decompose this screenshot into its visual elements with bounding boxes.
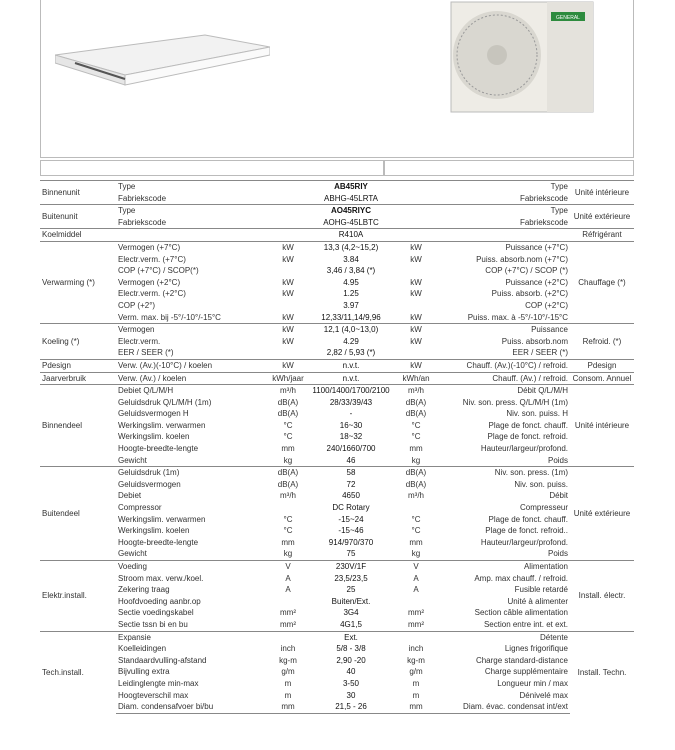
param-label-fr: Unité à alimenter (507, 596, 568, 606)
param-label-nl: Electr.verm. (+2°C) (118, 289, 186, 299)
spec-row (40, 666, 634, 678)
unit-fr: A (413, 585, 419, 595)
param-label-nl: EER / SEER (*) (118, 348, 174, 358)
param-label-nl: Verw. (Av.)(-10°C) / koelen (116, 359, 268, 372)
group-label: Tech.install. (40, 631, 116, 713)
param-label-fr: Plage de fonct. refroid.. (485, 526, 568, 536)
unit-fr: kg (411, 549, 421, 559)
param-label-fr: Puissance (438, 324, 570, 336)
spec-row (40, 561, 634, 573)
unit-nl (268, 300, 308, 312)
spec-row (40, 229, 634, 242)
param-label-fr: Poids (547, 455, 568, 465)
spec-value: 2,82 / 5,93 (*) (326, 348, 376, 358)
spec-value: 4.29 (343, 336, 359, 346)
spec-row (40, 408, 634, 420)
header-blank-right (384, 160, 634, 176)
spec-row (40, 324, 634, 336)
unit-nl: °C (283, 420, 293, 430)
spec-value: 4G1,5 (340, 619, 362, 629)
param-label-fr: Charge standard-distance (475, 655, 568, 665)
unit-fr (394, 300, 438, 312)
spec-value: 914/970/370 (328, 537, 374, 547)
spec-row (40, 420, 634, 432)
spec-value: 30 (346, 690, 356, 700)
group-label: Jaarverbruik (40, 372, 116, 385)
unit-nl: kW (282, 312, 294, 322)
param-label-fr: Chauff. (Av.)(-10°C) / refroid. (438, 359, 570, 372)
unit-nl: m (284, 678, 292, 688)
spec-value: AB45RIY (308, 181, 394, 193)
param-label-nl: Sectie tssn bi en bu (118, 619, 188, 629)
unit-fr: m (412, 690, 420, 700)
group-label: Pdesign (40, 359, 116, 372)
spec-row (40, 701, 634, 713)
spec-row (40, 254, 634, 266)
spec-value: 5/8 - 3/8 (336, 644, 366, 654)
spec-value: 46 (346, 455, 356, 465)
unit-fr: kW (410, 277, 422, 287)
spec-row (40, 431, 634, 443)
group-label-fr: Install. électr. (570, 561, 634, 632)
spec-row (40, 690, 634, 702)
unit-nl (268, 631, 308, 643)
spec-value: 3.97 (343, 300, 359, 310)
unit-nl: kW (282, 336, 294, 346)
param-label-nl: Vermogen (116, 324, 268, 336)
param-label-nl: Geluidsdruk (1m) (116, 467, 268, 479)
unit-nl: g/m (281, 667, 295, 677)
param-label-fr: Plage de fonct. refroid. (487, 432, 568, 442)
group-label: Verwarming (*) (40, 241, 116, 323)
unit-fr: °C (411, 514, 421, 524)
param-label-fr: Niv. son. press. Q/L/M/H (1m) (462, 397, 568, 407)
spec-row (40, 596, 634, 608)
unit-nl: kW (282, 277, 294, 287)
spec-row (40, 631, 634, 643)
param-label-fr: COP (+2°C) (525, 300, 568, 310)
spec-value: 18~32 (339, 432, 363, 442)
unit-nl: dB(A) (277, 409, 299, 419)
param-label-fr: Détente (438, 631, 570, 643)
param-label-nl: Geluidsvermogen H (118, 409, 189, 419)
spec-row (40, 548, 634, 560)
param-label-nl: Compressor (118, 503, 162, 513)
param-label-nl: Expansie (116, 631, 268, 643)
spec-row (40, 455, 634, 467)
param-label-nl: Debiet Q/L/M/H (116, 385, 268, 397)
spec-value: 1.25 (343, 289, 359, 299)
spec-value: Ext. (308, 631, 394, 643)
unit-fr (394, 265, 438, 277)
param-label-fr: COP (+7°C) / SCOP (*) (485, 266, 568, 276)
param-label-nl: Werkingslim. koelen (118, 432, 190, 442)
unit-fr: kW (410, 289, 422, 299)
spec-value: 3-50 (342, 678, 359, 688)
param-label-nl: Diam. condensafvoer bi/bu (116, 701, 268, 713)
spec-value: 2,90 -20 (336, 655, 366, 665)
param-label-nl: Type (116, 181, 268, 193)
unit-fr (394, 193, 438, 205)
param-label-fr: Alimentation (438, 561, 570, 573)
unit-fr: mm (394, 701, 438, 713)
unit-fr: dB(A) (405, 479, 427, 489)
unit-fr (394, 229, 438, 242)
spec-row (40, 385, 634, 397)
unit-nl: mm (281, 537, 295, 547)
param-label-fr: Type (438, 205, 570, 217)
param-label-fr: Chauff. (Av.) / refroid. (438, 372, 570, 385)
param-label-nl: Hoogte-breedte-lengte (118, 537, 199, 547)
spec-row (40, 643, 634, 655)
unit-fr: V (394, 561, 438, 573)
unit-fr: kW (394, 359, 438, 372)
group-label-fr: Chauffage (*) (570, 241, 634, 323)
param-label-fr: Type (438, 181, 570, 193)
spec-value: AO45RIYC (308, 205, 394, 217)
unit-nl: kW (268, 359, 308, 372)
unit-nl: kg (283, 549, 293, 559)
spec-value: 72 (346, 479, 356, 489)
param-label-nl: Debiet (118, 491, 142, 501)
spec-value: 3G4 (343, 608, 359, 618)
param-label-fr: Dénivelé max (519, 690, 568, 700)
spec-row (40, 359, 634, 372)
unit-fr (394, 205, 438, 217)
param-label-fr: Section câble alimentation (474, 608, 568, 618)
spec-value: 75 (346, 549, 356, 559)
group-label-fr: Réfrigérant (570, 229, 634, 242)
param-label-fr: Puiss. absorb. (+2°C) (491, 289, 568, 299)
spec-value: 25 (346, 585, 356, 595)
spec-row (40, 514, 634, 526)
param-label-fr: Plage de fonct. chauff. (488, 514, 568, 524)
spec-value: 58 (308, 467, 394, 479)
unit-fr: dB(A) (394, 467, 438, 479)
unit-fr: dB(A) (405, 397, 427, 407)
param-label-nl (116, 229, 268, 242)
unit-fr: dB(A) (405, 409, 427, 419)
group-label-fr: Pdesign (570, 359, 634, 372)
header-blank-left (40, 160, 384, 176)
param-label-nl: Gewicht (118, 549, 147, 559)
param-label-nl: Electr.verm. (+7°C) (118, 254, 186, 264)
param-label-fr (438, 229, 570, 242)
param-label-fr: Hauteur/largeur/profond. (480, 444, 568, 454)
unit-nl: A (285, 573, 291, 583)
spec-row (40, 655, 634, 667)
group-label: Binnendeel (40, 385, 116, 467)
spec-value: 12,1 (4,0~13,0) (308, 324, 394, 336)
param-label-nl: Electr.verm. (118, 336, 161, 346)
spec-row (40, 347, 634, 359)
param-label-fr: Débit Q/L/M/H (438, 385, 570, 397)
unit-nl: kW (268, 324, 308, 336)
param-label-nl: Verw. (Av.) / koelen (116, 372, 268, 385)
spec-table (40, 180, 634, 714)
param-label-nl: Koelleidingen (118, 644, 167, 654)
unit-nl: m³/h (268, 385, 308, 397)
unit-fr (394, 631, 438, 643)
spec-value: 4650 (342, 491, 360, 501)
unit-nl (268, 193, 308, 205)
param-label-nl: Werkingslim. verwarmen (118, 420, 206, 430)
param-label-nl: Hoofdvoeding aanbr.op (118, 596, 201, 606)
unit-nl: mm² (280, 608, 296, 618)
param-label-nl: Sectie voedingskabel (118, 608, 194, 618)
spec-row (40, 288, 634, 300)
param-label-nl: COP (+2°) (118, 300, 156, 310)
spec-row (40, 479, 634, 491)
spec-value: n.v.t. (308, 372, 394, 385)
spec-row (40, 397, 634, 409)
unit-fr: m (412, 678, 420, 688)
unit-fr: kW (410, 254, 422, 264)
unit-nl: kW (268, 241, 308, 253)
group-label-fr: Install. Techn. (570, 631, 634, 713)
param-label-fr: Longueur min / max (497, 678, 568, 688)
param-label-fr: EER / SEER (*) (512, 348, 568, 358)
param-label-fr: Fabriekscode (519, 193, 568, 203)
unit-fr (394, 347, 438, 359)
param-label-nl: Werkingslim. koelen (118, 526, 190, 536)
param-label-fr: Lignes frigorifique (504, 644, 568, 654)
param-label-nl: Hoogte-breedte-lengte (118, 444, 199, 454)
spec-row (40, 181, 634, 193)
unit-nl: °C (283, 526, 293, 536)
param-label-fr: Niv. son. press. (1m) (438, 467, 570, 479)
spec-value: -15~24 (338, 514, 364, 524)
param-label-fr: Puissance (+7°C) (438, 241, 570, 253)
unit-fr: kW (394, 324, 438, 336)
param-label-fr: Niv. son. puiss. H (506, 409, 568, 419)
param-label-fr: Diam. évac. condensat int/ext (438, 701, 570, 713)
unit-fr: kWh/an (394, 372, 438, 385)
group-label: Koeling (*) (40, 324, 116, 360)
unit-nl: kWh/jaar (268, 372, 308, 385)
spec-value: 1100/1400/1700/2100 (308, 385, 394, 397)
group-label: Buitendeel (40, 467, 116, 561)
group-label-fr: Unité extérieure (570, 467, 634, 561)
unit-nl: dB(A) (277, 397, 299, 407)
brand-badge: GENERAL (556, 15, 580, 21)
unit-nl (268, 596, 308, 608)
indoor-unit-image (55, 33, 270, 93)
unit-nl: kg (283, 455, 293, 465)
unit-fr: mm (409, 444, 423, 454)
spec-value: 3.84 (343, 254, 359, 264)
param-label-nl: Voeding (116, 561, 268, 573)
unit-fr: kW (410, 336, 422, 346)
param-label-nl: Vermogen (+2°C) (118, 277, 181, 287)
group-label: Buitenunit (40, 205, 116, 229)
param-label-nl: Gewicht (118, 455, 147, 465)
param-label-fr: Poids (547, 549, 568, 559)
unit-nl (268, 347, 308, 359)
spec-row (40, 193, 634, 205)
unit-nl (268, 265, 308, 277)
spec-row (40, 607, 634, 619)
param-label-nl: Werkingslim. verwarmen (118, 514, 206, 524)
param-label-fr: Plage de fonct. chauff. (488, 420, 568, 430)
spec-row (40, 241, 634, 253)
unit-nl: mm² (280, 619, 296, 629)
unit-fr (394, 181, 438, 193)
spec-value: 13,3 (4,2~15,2) (308, 241, 394, 253)
param-label-fr: Puiss. max. à -5°/-10°/-15°C (467, 312, 568, 322)
spec-value: 12,33/11,14/9,96 (321, 312, 381, 322)
spec-row (40, 443, 634, 455)
param-label-fr: Fusible retardé (514, 585, 568, 595)
unit-nl: dB(A) (277, 479, 299, 489)
unit-nl (268, 181, 308, 193)
unit-fr: °C (411, 432, 421, 442)
unit-fr: kg (411, 455, 421, 465)
param-label-nl: Vermogen (+7°C) (116, 241, 268, 253)
unit-nl: m³/h (280, 491, 296, 501)
unit-fr: g/m (409, 667, 423, 677)
spec-value: Buiten/Ext. (331, 596, 371, 606)
param-label-fr: Compresseur (519, 503, 568, 513)
spec-row (40, 584, 634, 596)
param-label-nl: Fabriekscode (118, 217, 167, 227)
spec-row (40, 372, 634, 385)
param-label-nl: Zekering traag (118, 585, 170, 595)
spec-value: 28/33/39/43 (329, 397, 373, 407)
unit-fr: mm (409, 537, 423, 547)
spec-row (40, 217, 634, 229)
param-label-fr: Niv. son. puiss. (514, 479, 568, 489)
unit-fr: m³/h (394, 385, 438, 397)
param-label-nl: Bijvulling extra (118, 667, 170, 677)
spec-row (40, 502, 634, 514)
param-label-nl: Standaardvulling-afstand (118, 655, 207, 665)
param-label-nl: Fabriekscode (118, 193, 167, 203)
spec-value: - (349, 409, 353, 419)
unit-fr: °C (411, 526, 421, 536)
param-label-nl: Geluidsvermogen (118, 479, 181, 489)
unit-nl: °C (283, 432, 293, 442)
param-label-fr: Section entre int. et ext. (483, 619, 568, 629)
spec-row (40, 678, 634, 690)
param-label-fr: Puiss. absorb.nom (+7°C) (476, 254, 568, 264)
spec-value: 16~30 (339, 420, 363, 430)
group-label-fr: Unité intérieure (570, 385, 634, 467)
unit-nl: A (285, 585, 291, 595)
spec-value: 40 (346, 667, 356, 677)
group-label-fr: Consom. Annuel (570, 372, 634, 385)
param-label-nl: Geluidsdruk Q/L/M/H (1m) (118, 397, 212, 407)
spec-row (40, 205, 634, 217)
unit-fr: inch (408, 644, 424, 654)
spec-value: n.v.t. (308, 359, 394, 372)
unit-fr (394, 217, 438, 229)
group-label-fr: Unité intérieure (570, 181, 634, 205)
param-label-fr: Amp. max chauff. / refroid. (474, 573, 568, 583)
unit-nl: dB(A) (268, 467, 308, 479)
spec-value: 230V/1F (308, 561, 394, 573)
unit-nl: mm (281, 444, 295, 454)
group-label-fr: Unité extérieure (570, 205, 634, 229)
spec-row (40, 277, 634, 289)
param-label-nl: Verm. max. bij -5°/-10°/-15°C (118, 312, 221, 322)
spec-value: 240/1660/700 (326, 444, 376, 454)
spec-row (40, 490, 634, 502)
unit-nl (268, 502, 308, 514)
unit-fr (394, 502, 438, 514)
spec-row (40, 537, 634, 549)
spec-row (40, 467, 634, 479)
spec-row (40, 312, 634, 324)
param-label-fr: Puissance (+2°C) (505, 277, 568, 287)
unit-nl (268, 217, 308, 229)
spec-row (40, 619, 634, 631)
unit-fr: kW (410, 312, 422, 322)
unit-nl: V (268, 561, 308, 573)
unit-nl: kW (282, 289, 294, 299)
unit-fr: kW (394, 241, 438, 253)
param-label-fr: Débit (549, 491, 568, 501)
unit-fr: kg-m (407, 655, 425, 665)
unit-nl (268, 205, 308, 217)
spec-value: 23,5/23,5 (334, 573, 368, 583)
unit-nl: °C (283, 514, 293, 524)
unit-fr: A (413, 573, 419, 583)
param-label-fr: Charge supplémentaire (484, 667, 568, 677)
unit-nl (268, 229, 308, 242)
group-label: Elektr.install. (40, 561, 116, 632)
param-label-fr: Puiss. absorb.nom (501, 336, 568, 346)
param-label-fr: Hauteur/largeur/profond. (480, 537, 568, 547)
unit-nl: inch (280, 644, 296, 654)
spec-row (40, 265, 634, 277)
spec-row (40, 300, 634, 312)
group-label-fr: Refroid. (*) (570, 324, 634, 360)
param-label-nl: Stroom max. verw./koel. (118, 573, 204, 583)
unit-fr: mm² (408, 608, 424, 618)
unit-fr: mm² (408, 619, 424, 629)
spec-row (40, 336, 634, 348)
param-label-fr: Fabriekscode (519, 217, 568, 227)
param-label-nl: Hoogteverschil max (118, 690, 189, 700)
spec-row (40, 525, 634, 537)
unit-nl: m (284, 690, 292, 700)
spec-value: 3,46 / 3,84 (*) (326, 266, 376, 276)
spec-value: AOHG-45LBTC (323, 217, 379, 227)
spec-value: 21,5 - 26 (308, 701, 394, 713)
unit-nl: kW (282, 254, 294, 264)
group-label: Binnenunit (40, 181, 116, 205)
group-label: Koelmiddel (40, 229, 116, 242)
spec-value: R410A (308, 229, 394, 242)
param-label-nl: COP (+7°C) / SCOP(*) (118, 266, 199, 276)
param-label-nl: Leidinglengte min-max (118, 678, 199, 688)
unit-nl: mm (268, 701, 308, 713)
unit-fr: °C (411, 420, 421, 430)
spec-value: DC Rotary (332, 503, 370, 513)
spec-value: 4.95 (343, 277, 359, 287)
spec-row (40, 573, 634, 585)
spec-value: ABHG-45LRTA (324, 193, 378, 203)
outdoor-unit-image (447, 0, 597, 116)
unit-nl: kg-m (279, 655, 297, 665)
unit-fr (394, 596, 438, 608)
unit-fr: m³/h (408, 491, 424, 501)
spec-value: -15~46 (338, 526, 364, 536)
param-label-nl: Type (116, 205, 268, 217)
